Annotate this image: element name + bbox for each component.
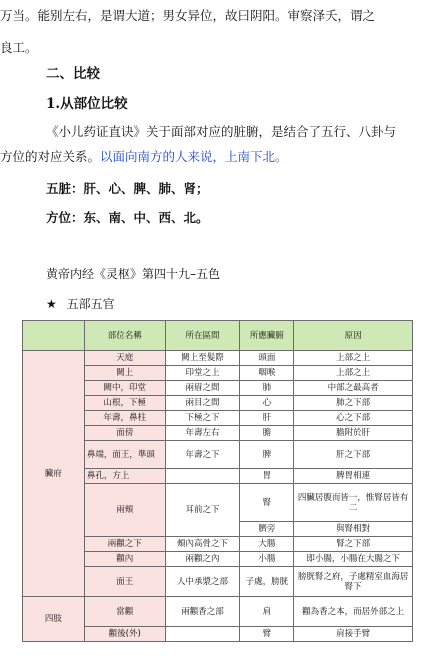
table-cell: 子處，膀胱 xyxy=(240,567,294,597)
table-cell: 印堂之上 xyxy=(165,366,240,381)
paragraph-highlight-text: 以面向南方的人来说，上南下北。 xyxy=(100,149,288,164)
table-cell: 胃 xyxy=(240,469,294,484)
star-icon: ★ xyxy=(46,297,57,311)
table-cell: 四臟居腹而皆一，惟腎居皆有二 xyxy=(294,484,413,522)
table-cell: 脾 xyxy=(240,441,294,469)
table-header-cell: 原因 xyxy=(294,321,413,351)
table-cell: 年壽之下 xyxy=(165,441,240,469)
table-header-cell: 所應臟腑 xyxy=(240,321,294,351)
paragraph-normal-text: 方位的对应关系。 xyxy=(0,149,101,164)
table-cell: 人中承漿之部 xyxy=(165,567,240,597)
table-cell: 與腎相對 xyxy=(294,522,413,537)
table-cell: 面傍 xyxy=(84,426,165,441)
table-cell: 鼻端，面王，準頭 xyxy=(84,441,165,469)
table-cell: 闕中，印堂 xyxy=(84,381,165,396)
table-cell: 兩眉之間 xyxy=(165,381,240,396)
table-cell: 肩接手臂 xyxy=(294,627,413,642)
table-cell: 顴後(外) xyxy=(84,627,165,642)
table-cell: 兩顴之內 xyxy=(165,552,240,567)
paragraph-line-2 xyxy=(0,149,288,165)
table-header-row xyxy=(23,321,413,351)
table-row xyxy=(23,351,413,366)
table-cell: 兩顴香之部 xyxy=(165,597,240,627)
table-cell: 咽喉 xyxy=(240,366,294,381)
section-heading: 二、比较 xyxy=(46,66,100,82)
table-cell: 肺 xyxy=(240,381,294,396)
table-cell: 膽附於肝 xyxy=(294,426,413,441)
table-cell: 年壽，鼻柱 xyxy=(84,411,165,426)
table-cell: 天庭 xyxy=(84,351,165,366)
table-cell: 大腸 xyxy=(240,537,294,552)
table-cell: 即小腸，小腸在大腸之下 xyxy=(294,552,413,567)
table-cell: 中部之最高者 xyxy=(294,381,413,396)
five-organs-line: 五脏：肝、心、脾、肺、肾； xyxy=(46,181,209,196)
source-citation: 黄帝内经《灵枢》第四十九–五色 xyxy=(46,267,221,281)
table-cell: 當顴 xyxy=(84,597,165,627)
table-cell: 顴為香之本，而居外部之上 xyxy=(294,597,413,627)
table-cell: 臂 xyxy=(240,627,294,642)
directions-line: 方位：东、南、中、西、北。 xyxy=(46,210,209,225)
table-header-cell: 所在區間 xyxy=(165,321,240,351)
table-cell xyxy=(165,627,240,642)
table-cell: 肝之下部 xyxy=(294,441,413,469)
group-cell-limbs: 四肢 xyxy=(23,597,85,642)
subtitle-text: 五部五官 xyxy=(66,297,115,311)
text-line-1: 万当。能别左右，是谓大道；男女异位，故曰阴阳。审察泽夭，谓之 xyxy=(0,8,376,23)
table-cell: 上部之上 xyxy=(294,351,413,366)
table-cell: 頭面 xyxy=(240,351,294,366)
table-cell: 肩 xyxy=(240,597,294,627)
table-cell: 兩頰 xyxy=(84,484,165,537)
table-cell: 頰內高骨之下 xyxy=(165,537,240,552)
table-cell: 肺之下部 xyxy=(294,396,413,411)
paragraph-line-1: 《小儿药证直诀》关于面部对应的脏腑，是结合了五行、八卦与 xyxy=(46,124,397,139)
table-cell: 腎 xyxy=(240,484,294,522)
table-cell: 闕上 xyxy=(84,366,165,381)
table-cell: 闕上至髮際 xyxy=(165,351,240,366)
table-cell: 顴內 xyxy=(84,552,165,567)
table-cell: 鼻孔，方上 xyxy=(84,469,165,484)
table-cell: 年壽左右 xyxy=(165,426,240,441)
table-cell: 肝 xyxy=(240,411,294,426)
table-cell: 兩目之間 xyxy=(165,396,240,411)
group-cell-zangfu: 臟府 xyxy=(23,351,85,597)
table-cell: 心之下部 xyxy=(294,411,413,426)
table-cell xyxy=(165,469,240,484)
table-cell: 脾胃相連 xyxy=(294,469,413,484)
table-cell: 心 xyxy=(240,396,294,411)
table-cell: 腎之下部 xyxy=(294,537,413,552)
table-cell: 小腸 xyxy=(240,552,294,567)
table-cell: 面王 xyxy=(84,567,165,597)
table-row xyxy=(23,597,413,627)
table-header-cell: 部位名稱 xyxy=(84,321,165,351)
table-cell: 膽 xyxy=(240,426,294,441)
subsection-heading: 1.从部位比较 xyxy=(46,96,128,112)
face-regions-table xyxy=(22,320,413,642)
table-cell: 膀胱腎之府，子處精室血海居腎下 xyxy=(294,567,413,597)
subtitle-line xyxy=(46,296,115,312)
table-cell: 臍旁 xyxy=(240,522,294,537)
table-cell: 山根，下極 xyxy=(84,396,165,411)
table-cell: 下極之下 xyxy=(165,411,240,426)
table-cell: 耳前之下 xyxy=(165,484,240,537)
table-cell: 上部之上 xyxy=(294,366,413,381)
table-header-cell xyxy=(23,321,85,351)
text-line-2: 良工。 xyxy=(0,40,38,55)
table-cell: 兩顴之下 xyxy=(84,537,165,552)
